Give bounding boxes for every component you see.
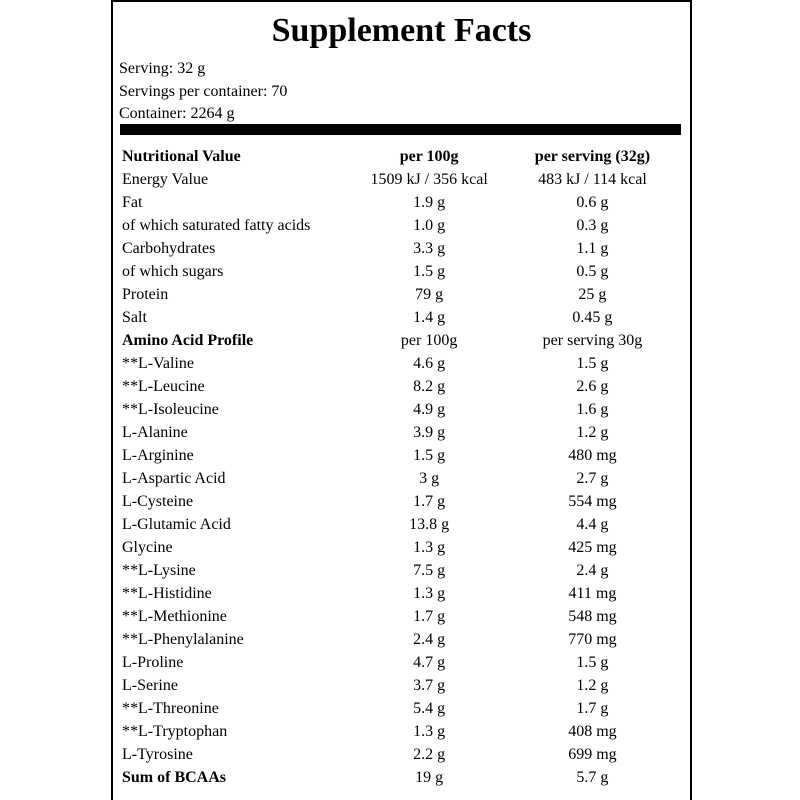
row-perserving: 25 g [578,286,607,303]
row-per100: 1.4 g [413,309,446,326]
serving-size: Serving: 32 g [119,60,206,77]
row-name: **L-Valine [122,355,194,372]
amino-row [120,697,680,720]
nutrition-row [120,191,680,214]
row-perserving: 1.2 g [576,424,609,441]
row-perserving: 1.6 g [576,401,609,418]
row-name: L-Aspartic Acid [122,470,226,487]
row-per100: 1509 kJ / 356 kcal [370,171,488,188]
row-per100: 19 g [415,769,444,786]
row-perserving: 1.5 g [576,654,609,671]
row-perserving: 2.7 g [576,470,609,487]
row-perserving: 0.5 g [576,263,609,280]
row-perserving: 411 mg [568,585,617,602]
row-perserving: 770 mg [568,631,617,648]
amino-row [120,559,680,582]
row-name: **L-Tryptophan [122,723,228,740]
row-per100: 5.4 g [413,700,446,717]
amino-row [120,444,680,467]
row-name: L-Tyrosine [122,746,193,763]
amino-row [120,605,680,628]
row-perserving: 483 kJ / 114 kcal [538,171,647,188]
servings-per-container: Servings per container: 70 [119,82,288,100]
row-name: L-Cysteine [122,493,194,510]
amino-row [120,720,680,743]
amino-row [120,467,680,490]
amino-row [120,490,680,513]
row-per100: 1.7 g [413,608,446,625]
amino-row [120,352,680,375]
row-perserving: 1.5 g [576,355,609,372]
row-name: L-Glutamic Acid [122,516,231,533]
row-name: **L-Isoleucine [122,401,219,418]
row-name: Energy Value [122,171,209,188]
row-name: Salt [122,309,147,326]
amino-row [120,513,680,536]
row-perserving: 480 mg [568,447,617,464]
row-name: Carbohydrates [122,240,216,257]
row-name: **L-Lysine [122,562,196,579]
nutrition-row [120,237,680,260]
bcaa-total-row [120,766,680,789]
amino-row [120,375,680,398]
row-name: **L-Threonine [122,700,219,717]
row-perserving: 408 mg [568,723,617,740]
nutrition-row [120,306,680,329]
row-perserving: 1.2 g [576,677,609,694]
row-perserving: 2.6 g [576,378,609,395]
row-name: of which saturated fatty acids [122,217,311,234]
row-per100: 1.3 g [413,723,446,740]
nutrition-row [120,260,680,283]
row-per100: 1.5 g [413,447,446,464]
row-per100: 13.8 g [409,516,450,533]
row-per100: 4.9 g [413,401,446,418]
row-per100: 1.9 g [413,194,446,211]
row-per100: 79 g [415,286,444,303]
row-name: of which sugars [122,263,224,280]
supplement-facts-panel [111,0,692,800]
row-name: L-Proline [122,654,184,671]
row-perserving: 0.3 g [576,217,609,234]
amino-header-per100: per 100g [400,332,458,349]
nutrition-row [120,168,680,191]
amino-row [120,651,680,674]
row-per100: 1.0 g [413,217,446,234]
row-per100: 1.3 g [413,585,446,602]
amino-row [120,536,680,559]
amino-header-label: Amino Acid Profile [122,332,254,349]
row-name: **L-Methionine [122,608,227,625]
row-name: Fat [122,194,143,211]
row-per100: 1.5 g [413,263,446,280]
row-perserving: 4.4 g [576,516,609,533]
row-perserving: 699 mg [568,746,617,763]
nutrition-header-row [120,145,680,168]
serving-info [119,58,287,126]
row-per100: 2.4 g [413,631,446,648]
row-perserving: 548 mg [568,608,617,625]
row-name: **L-Leucine [122,378,205,395]
amino-row [120,628,680,651]
row-perserving: 1.1 g [576,240,609,257]
row-per100: 3 g [419,470,440,487]
row-per100: 4.6 g [413,355,446,372]
row-perserving: 2.4 g [576,562,609,579]
row-per100: 7.5 g [413,562,446,579]
nutrition-table [120,145,680,789]
row-name: L-Serine [122,677,178,694]
row-name: L-Arginine [122,447,194,464]
amino-row [120,743,680,766]
row-per100: 1.7 g [413,493,446,510]
page-title: Supplement Facts [271,12,532,49]
row-perserving: 1.7 g [576,700,609,717]
nutrition-row [120,214,680,237]
header-label: Nutritional Value [122,148,241,165]
row-name: L-Alanine [122,424,188,441]
header-perserving: per serving (32g) [534,148,651,165]
nutrition-row [120,283,680,306]
row-per100: 2.2 g [413,746,446,763]
row-perserving: 425 mg [568,539,617,556]
amino-row [120,582,680,605]
row-per100: 1.3 g [413,539,446,556]
header-per100: per 100g [399,148,459,165]
row-per100: 3.7 g [413,677,446,694]
container-size: Container: 2264 g [119,105,235,122]
row-perserving: 0.6 g [576,194,609,211]
row-name: **L-Phenylalanine [122,631,244,648]
row-perserving: 5.7 g [576,769,609,786]
amino-row [120,674,680,697]
row-per100: 3.3 g [413,240,446,257]
divider-bar [120,124,681,135]
row-perserving: 554 mg [568,493,617,510]
amino-header-perserving: per serving 30g [542,332,643,349]
row-per100: 4.7 g [413,654,446,671]
row-per100: 3.9 g [413,424,446,441]
amino-row [120,421,680,444]
row-name: Sum of BCAAs [122,769,227,786]
amino-row [120,398,680,421]
amino-header-row [120,329,680,352]
row-name: **L-Histidine [122,585,212,602]
row-name: Protein [122,286,169,303]
row-per100: 8.2 g [413,378,446,395]
row-perserving: 0.45 g [572,309,613,326]
row-name: Glycine [122,539,173,556]
